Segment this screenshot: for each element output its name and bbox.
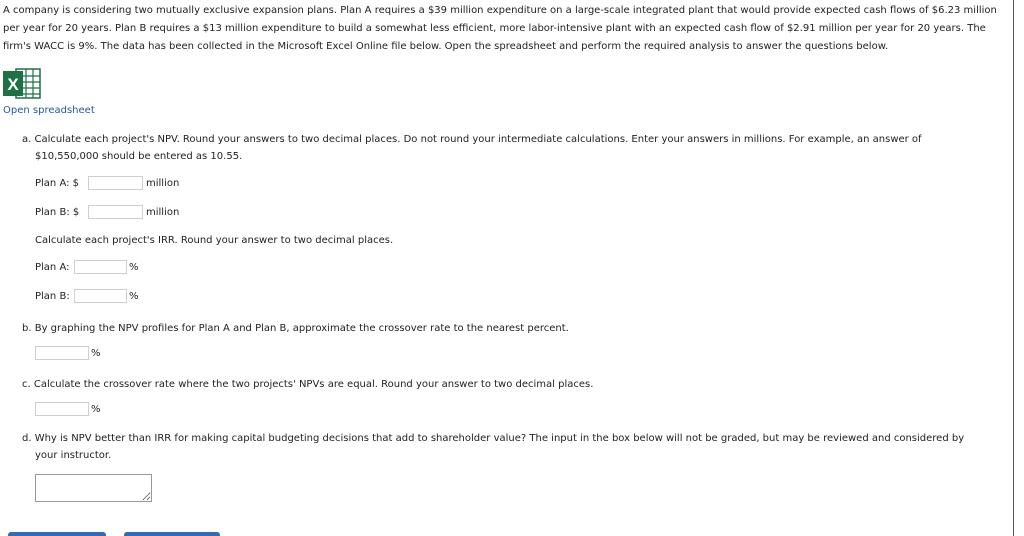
part-c-question: c. Calculate the crossover rate where the two projects' NPVs are equal. Round your answer to two decimal places.: [22, 379, 594, 390]
irr-plan-b-label: Plan B:: [35, 291, 70, 302]
crossover-exact-input[interactable]: [35, 402, 89, 416]
npv-plan-a-input[interactable]: [88, 176, 143, 190]
crossover-approx-percent: %: [91, 348, 101, 359]
part-d-question: [22, 430, 982, 464]
scrollbar-edge: [1013, 0, 1014, 536]
check-my-work-button[interactable]: [8, 532, 106, 536]
part-d-question-text: d. Why is NPV better than IRR for making capital budgeting decisions that add to shareholder value? The input in the box below will not be graded, but may be reviewed and considered by your instructor.: [22, 433, 965, 461]
excel-icon[interactable]: [2, 66, 42, 101]
excel-icon-letter: X: [7, 75, 19, 94]
npv-plan-b-input[interactable]: [88, 205, 143, 219]
npv-plan-a-label: Plan A: $: [35, 178, 80, 189]
npv-plan-b-unit: million: [146, 207, 180, 218]
problem-intro: A company is considering two mutually exclusive expansion plans. Plan A requires a $39 million expenditure on a large-scale integrated plant that would provide expected cash flows of $6.23 million per year for 20 years. Plan B requires a $13 million expenditure to build a somewhat less efficient, more labor-intensive plant with an expected cash flow of $2.91 million per year for 20 years. The firm's WACC is 9%. The data has been collected in the Microsoft Excel Online file below. Open the spreadsheet and perform the required analysis to answer the questions below.: [3, 5, 997, 52]
irr-plan-a-label: Plan A:: [35, 262, 70, 273]
reset-problem-button[interactable]: [124, 532, 220, 536]
irr-plan-b-input[interactable]: [74, 289, 127, 303]
part-a-question: [22, 131, 982, 165]
crossover-exact-percent: %: [91, 404, 101, 415]
part-a-question-text: a. Calculate each project's NPV. Round your answers to two decimal places. Do not round your intermediate calculations. Enter your answers in millions. For example, an answer of $10,550,000 should be entered as 10.55.: [22, 134, 922, 162]
irr-plan-a-input[interactable]: [74, 260, 127, 274]
npv-plan-b-label: Plan B: $: [35, 207, 80, 218]
crossover-approx-input[interactable]: [35, 346, 89, 360]
irr-plan-b-percent: %: [129, 291, 139, 302]
irr-plan-a-percent: %: [129, 262, 139, 273]
npv-plan-a-unit: million: [146, 178, 180, 189]
npv-vs-irr-textarea[interactable]: [35, 474, 152, 502]
irr-prompt: Calculate each project's IRR. Round your answer to two decimal places.: [35, 235, 394, 246]
open-spreadsheet-link[interactable]: Open spreadsheet: [3, 105, 95, 116]
part-b-question: b. By graphing the NPV profiles for Plan A and Plan B, approximate the crossover rate to the nearest percent.: [22, 323, 569, 334]
